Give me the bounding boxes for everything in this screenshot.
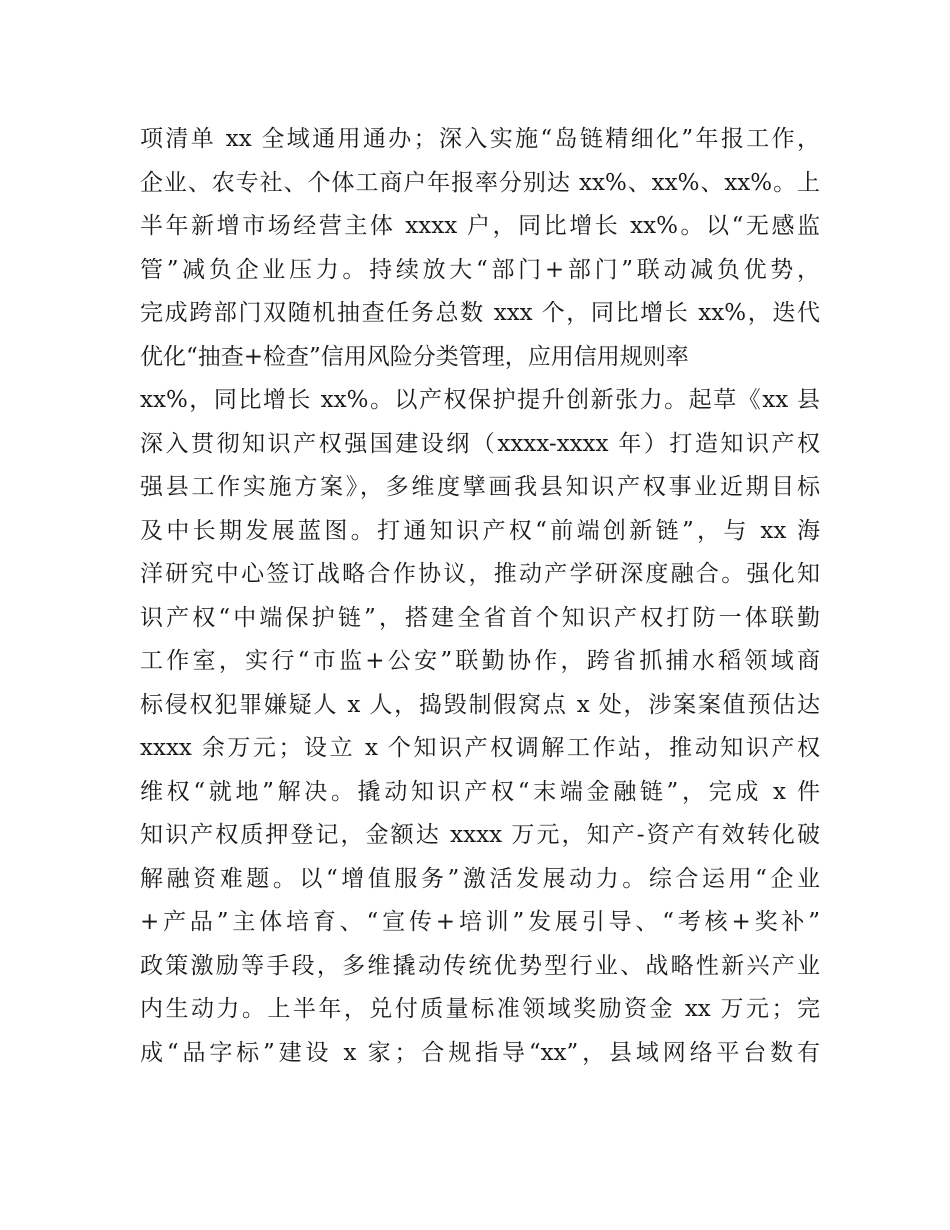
text-line: 标侵权犯罪嫌疑人 x 人，捣毁制假窝点 x 处，涉案案值预估达	[140, 691, 820, 718]
text-line: 成“品字标”建设 x 家；合规指导“xx”，县域网络平台数有	[140, 1039, 820, 1066]
text-line: 内生动力。上半年，兑付质量标准领域奖励资金 xx 万元；完	[140, 996, 820, 1022]
text-line: 半年新增市场经营主体 xxxx 户，同比增长 xx%。以“无感监	[140, 213, 820, 239]
text-line: 企业、农专社、个体工商户年报率分别达 xx%、xx%、xx%。上	[140, 169, 820, 196]
text-line: 及中长期发展蓝图。打通知识产权“前端创新链”，与 xx 海	[140, 517, 820, 544]
text-line: 深入贯彻知识产权强国建设纲（xxxx-xxxx 年）打造知识产权	[140, 430, 820, 457]
text-line: xx%，同比增长 xx%。以产权保护提升创新张力。起草《xx 县	[140, 387, 820, 413]
text-line: 项清单 xx 全域通用通办；深入实施“岛链精细化”年报工作，	[140, 126, 820, 152]
text-line: 管”减负企业压力。持续放大“部门+部门”联动减负优势，	[140, 256, 820, 283]
text-line: 工作室，实行“市监+公安”联勤协作，跨省抓捕水稻领域商	[140, 648, 820, 674]
text-line: xxxx 余万元；设立 x 个知识产权调解工作站，推动知识产权	[140, 735, 820, 761]
text-line: 洋研究中心签订战略合作协议，推动产学研深度融合。强化知	[140, 561, 820, 587]
text-line: 优化“抽查+检查”信用风险分类管理，应用信用规则率	[140, 343, 689, 370]
text-line: 识产权“中端保护链”，搭建全省首个知识产权打防一体联勤	[140, 604, 820, 631]
text-line: 政策激励等手段，多维撬动传统优势型行业、战略性新兴产业	[140, 952, 820, 979]
text-line: 解融资难题。以“增值服务”激活发展动力。综合运用“企业	[140, 865, 820, 892]
body-paragraph	[140, 118, 820, 1075]
text-line: 知识产权质押登记，金额达 xxxx 万元，知产-资产有效转化破	[140, 822, 820, 848]
text-line: 维权“就地”解决。撬动知识产权“末端金融链”，完成 x 件	[140, 778, 820, 805]
text-line: 完成跨部门双随机抽查任务总数 xxx 个，同比增长 xx%，迭代	[140, 300, 820, 326]
text-line: 强县工作实施方案》，多维度擘画我县知识产权事业近期目标	[140, 474, 820, 500]
text-line: +产品”主体培育、“宣传+培训”发展引导、“考核+奖补”	[140, 909, 820, 935]
